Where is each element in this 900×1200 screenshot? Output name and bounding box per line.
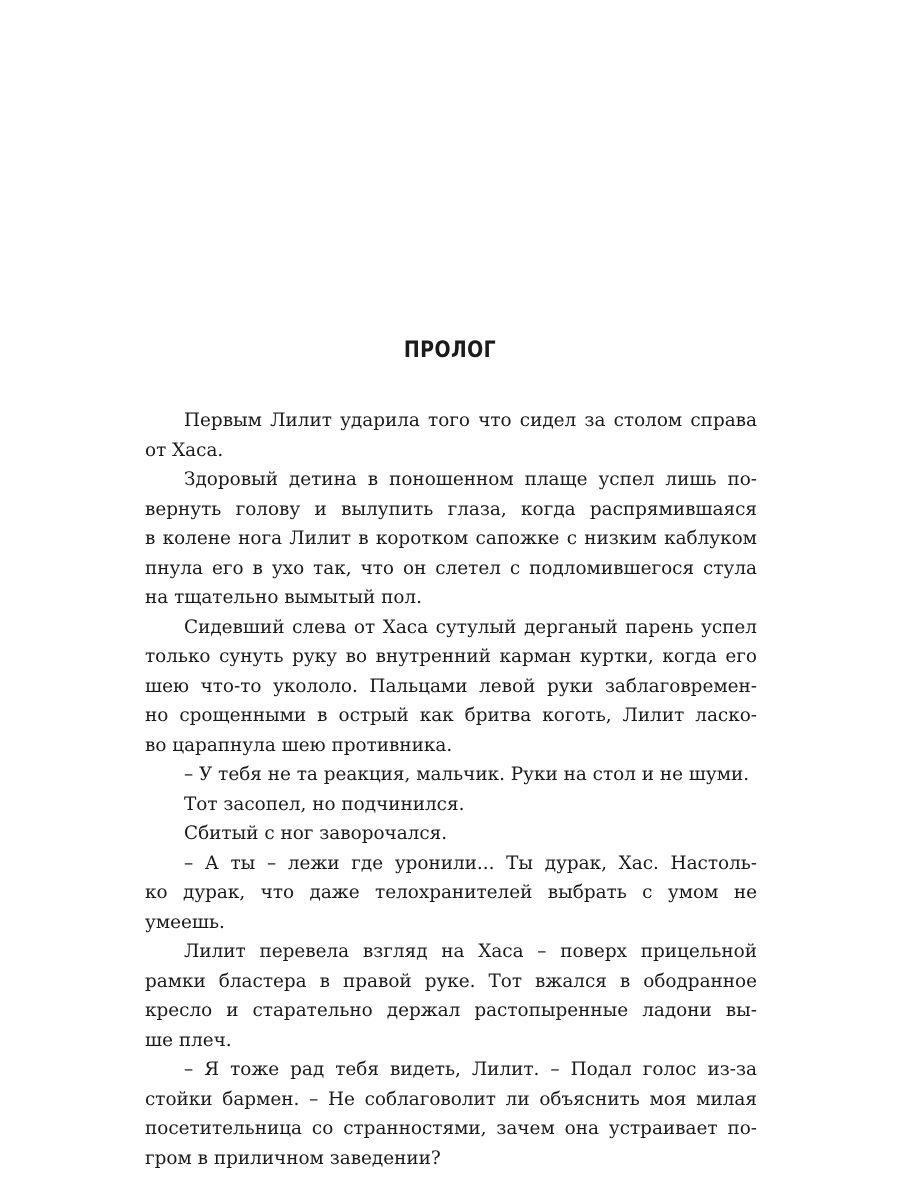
text-line: только сунуть руку во внутренний карман куртки, когда его — [145, 646, 757, 667]
chapter-title: ПРОЛОГ — [403, 338, 497, 363]
text-line: Здоровый детина в поношенном плаще успел лишь по- — [184, 469, 757, 490]
text-line: в колене нога Лилит в коротком сапожке с низким каблуком — [145, 528, 757, 549]
text-line: вернуть голову и вылупить глаза, когда распрямившаяся — [145, 498, 757, 520]
text-line: от Хаса. — [145, 439, 224, 461]
text-line: Сидевший слева от Хаса сутулый дерганый парень успел — [184, 616, 757, 638]
text-line: Тот засопел, но подчинился. — [184, 793, 465, 815]
text-line: умеешь. — [145, 911, 225, 933]
text-line: стойки бармен. – Не соблаговолит ли объяснить моя милая — [145, 1088, 757, 1110]
text-line: Первым Лилит ударила того что сидел за столом справа — [184, 410, 757, 431]
text-line: Сбитый с ног заворочался. — [184, 823, 448, 844]
text-line: но срощенными в острый как бритва коготь, Лилит ласко- — [145, 705, 757, 726]
body-text — [145, 406, 757, 1173]
text-line: пнула его в ухо так, что он слетел с подломившегося стула — [145, 557, 757, 579]
text-line: на тщательно вымытый пол. — [145, 587, 422, 608]
text-line: кресло и старательно держал растопыренные ладони вы- — [145, 1000, 757, 1021]
text-line: рамки бластера в правой руке. Тот вжался в ободранное — [145, 970, 757, 992]
text-line: – А ты – лежи где уронили... Ты дурак, Хас. Настоль- — [184, 852, 757, 874]
text-line: ше плеч. — [145, 1029, 232, 1051]
text-line: – Я тоже рад тебя видеть, Лилит. – Подал голос из-за — [184, 1059, 757, 1080]
text-line: гром в приличном заведении? — [145, 1147, 441, 1169]
text-line: Лилит перевела взгляд на Хаса – поверх прицельной — [184, 941, 757, 962]
text-line: шею что-то укололо. Пальцами левой руки заблаговремен- — [145, 675, 757, 697]
text-line: во царапнула шею противника. — [145, 734, 453, 756]
text-line: – У тебя не та реакция, мальчик. Руки на стол и не шуми. — [184, 764, 750, 785]
text-line: ко дурак, что даже телохранителей выбрать с умом не — [145, 882, 757, 903]
text-line: посетительница со странностями, зачем она устраивает по- — [145, 1118, 757, 1139]
